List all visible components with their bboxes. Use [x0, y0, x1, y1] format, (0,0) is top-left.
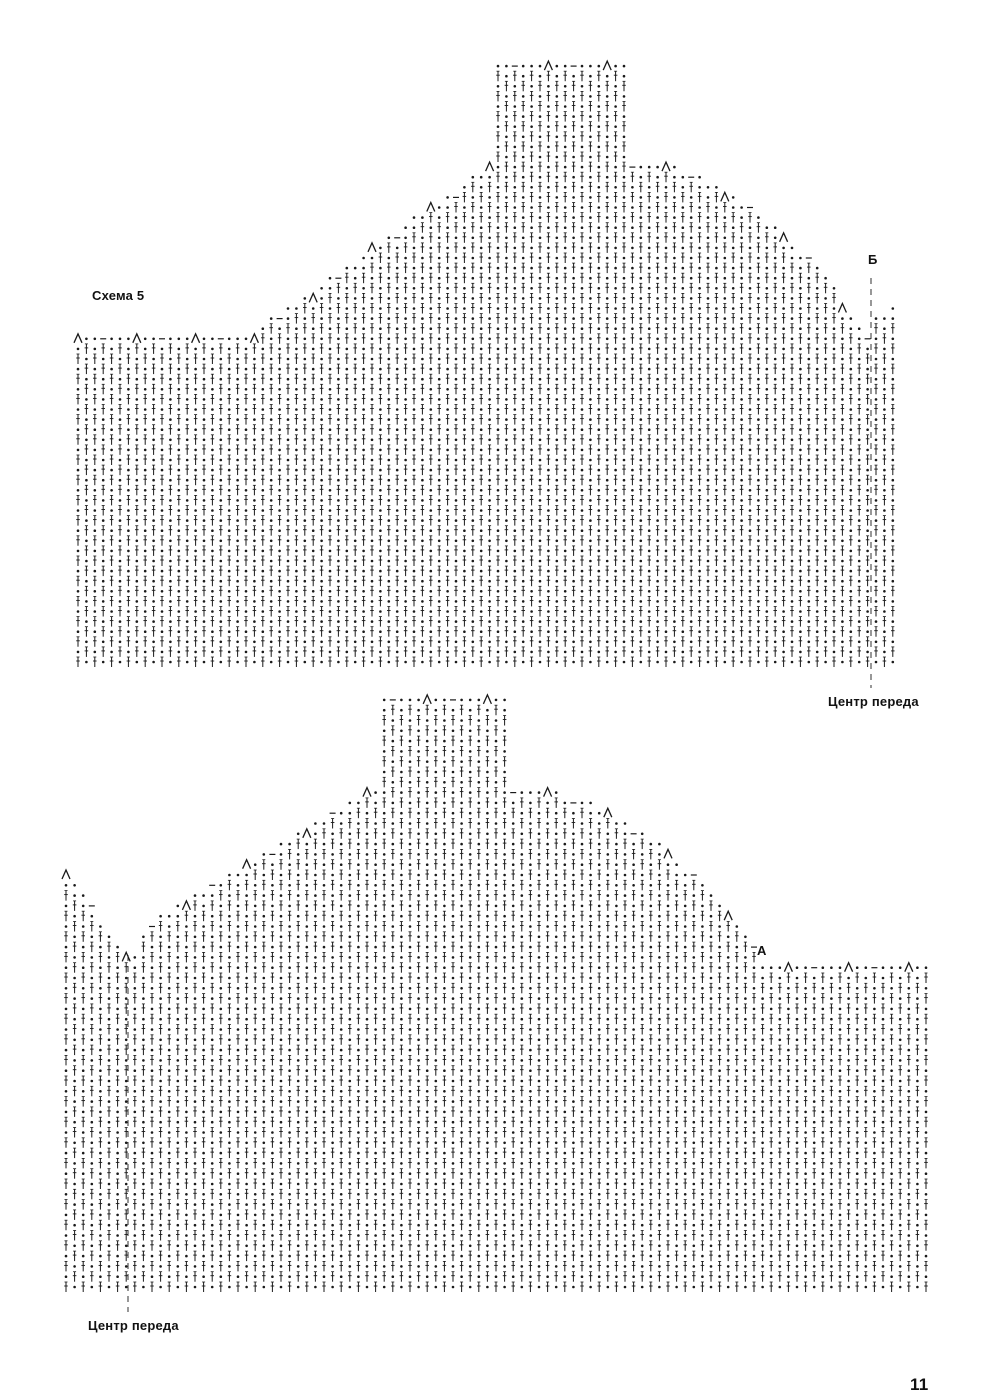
crochet-chart-lower: [62, 695, 928, 1292]
center-guides: [128, 278, 871, 1312]
scheme-title: Схема 5: [92, 288, 145, 303]
marker-b-label: Б: [868, 252, 878, 267]
crochet-chart-upper: [74, 61, 895, 667]
center-front-label-bottom: Центр переда: [88, 1318, 179, 1333]
center-front-label-top: Центр переда: [828, 694, 919, 709]
page-number: 11: [910, 1375, 929, 1394]
marker-a-label: А: [757, 943, 767, 958]
